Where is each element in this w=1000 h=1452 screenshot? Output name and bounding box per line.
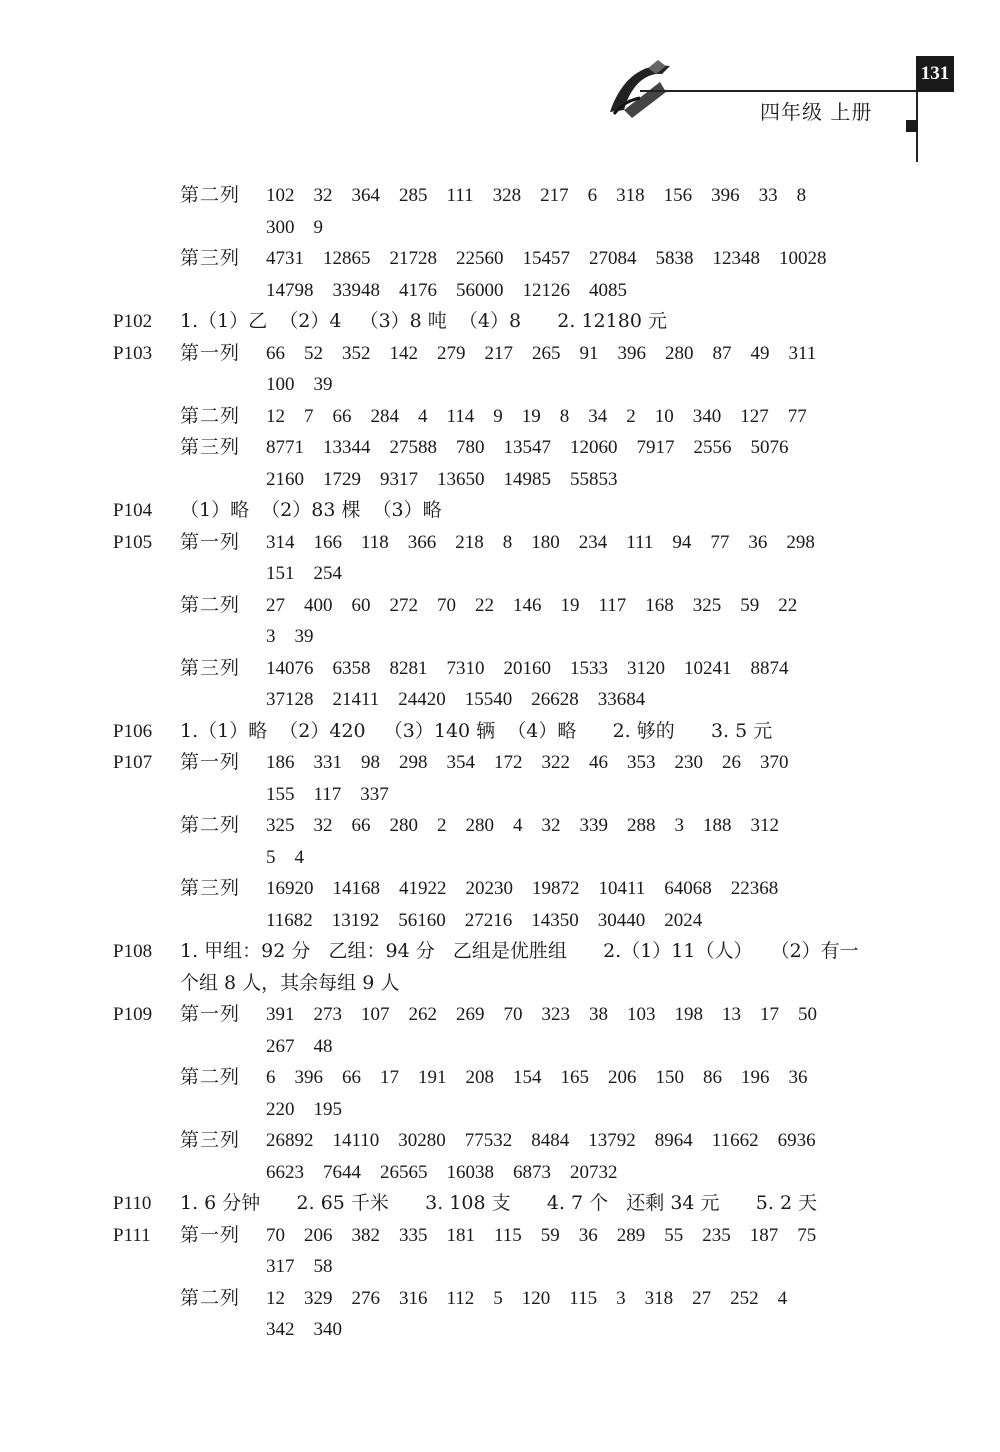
column-label: 第一列 — [180, 1223, 241, 1246]
answer-text: 个组 8 人，其余每组 9 人 — [180, 971, 400, 994]
answer-line: 155 117 337 — [266, 783, 389, 805]
column-row — [180, 180, 920, 243]
answer-body — [180, 1220, 920, 1346]
column-row — [180, 873, 920, 936]
column-row — [180, 243, 920, 306]
answer-body — [180, 338, 920, 496]
page-number: 131 — [916, 56, 954, 92]
column-label: 第二列 — [180, 814, 241, 836]
answer-line: 27 400 60 272 70 22 146 19 117 168 325 59 22 — [266, 594, 798, 616]
answer-line: 2160 1729 9317 13650 14985 55853 — [266, 468, 618, 490]
answer-entry — [0, 495, 1000, 527]
answer-line: 391 273 107 262 269 70 323 38 103 198 13 17 50 — [266, 1004, 817, 1025]
answer-body — [180, 306, 920, 338]
answer-entry — [0, 180, 1000, 306]
grade-label: 四年级 上册 — [760, 100, 873, 124]
book-logo-icon — [600, 52, 680, 132]
answer-line: 70 206 382 335 181 115 59 36 289 55 235 187 75 — [266, 1224, 817, 1246]
answer-entry — [0, 747, 1000, 936]
page-ref-label: P109 — [113, 1004, 153, 1025]
answer-text: 1.（1）略 （2）420 （3）140 辆 （4）略 2. 够的 3. 5 元 — [180, 719, 773, 742]
answer-line: 317 58 — [266, 1256, 333, 1277]
column-label: 第二列 — [180, 404, 241, 427]
answer-line: 325 32 66 280 2 280 4 32 339 288 3 188 312 — [266, 815, 779, 836]
answer-entry — [0, 338, 1000, 496]
answer-body — [180, 495, 920, 527]
answer-body — [180, 527, 920, 716]
answer-text: 1.（1）乙 （2）4 （3）8 吨 （4）8 2. 12180 元 — [180, 310, 667, 332]
column-label: 第一列 — [180, 1003, 241, 1025]
answer-entry — [0, 1188, 1000, 1220]
answer-text: 1. 6 分钟 2. 65 千米 3. 108 支 4. 7 个 还剩 34 元 5. 2 天 — [180, 1192, 818, 1214]
header-rule — [640, 90, 922, 92]
column-row — [180, 1125, 920, 1188]
answer-line: 12 7 66 284 4 114 9 19 8 34 2 10 340 127 77 — [266, 405, 807, 427]
answer-line: 12 329 276 316 112 5 120 115 3 318 27 252 4 — [266, 1287, 788, 1309]
answer-list — [0, 180, 1000, 1346]
answer-line: 4731 12865 21728 22560 15457 27084 5838 12348 10028 — [266, 248, 827, 269]
header-square-icon — [906, 120, 918, 132]
answer-entry — [0, 936, 1000, 999]
answer-body — [180, 747, 920, 936]
column-row — [180, 401, 920, 433]
column-label: 第一列 — [180, 341, 241, 364]
answer-body — [180, 716, 920, 748]
column-row — [180, 338, 920, 401]
answer-line: 100 39 — [266, 374, 333, 395]
page-ref-label: P110 — [113, 1193, 152, 1214]
column-row — [180, 747, 920, 810]
answer-line: 300 9 — [266, 216, 323, 238]
answer-line: 314 166 118 366 218 8 180 234 111 94 77 36 298 — [266, 531, 815, 553]
answer-body — [180, 936, 920, 999]
column-label: 第三列 — [180, 656, 241, 679]
column-row — [180, 1062, 920, 1125]
column-label: 第二列 — [180, 1286, 241, 1309]
answer-body — [180, 180, 920, 306]
answer-line: 16920 14168 41922 20230 19872 10411 64068 22368 — [266, 878, 779, 899]
column-label: 第二列 — [180, 593, 241, 616]
answer-body — [180, 1188, 920, 1220]
page-ref-label: P104 — [113, 500, 153, 521]
column-row — [180, 527, 920, 590]
column-label: 第三列 — [180, 1129, 241, 1151]
answer-line: 8771 13344 27588 780 13547 12060 7917 2556 5076 — [266, 437, 789, 458]
column-label: 第二列 — [180, 184, 241, 206]
answer-line: 14798 33948 4176 56000 12126 4085 — [266, 279, 627, 301]
answer-text: 1. 甲组：92 分 乙组：94 分 乙组是优胜组 2.（1）11（人） （2）有一 — [180, 940, 859, 962]
answer-line: 14076 6358 8281 7310 20160 1533 3120 10241 8874 — [266, 657, 789, 679]
column-row — [180, 999, 920, 1062]
answer-line: 66 52 352 142 279 217 265 91 396 280 87 49 311 — [266, 342, 817, 364]
column-row — [180, 1220, 920, 1283]
answer-entry — [0, 527, 1000, 716]
answer-entry — [0, 999, 1000, 1188]
answer-line: 102 32 364 285 111 328 217 6 318 156 396 33 8 — [266, 185, 807, 206]
page-ref-label: P107 — [113, 752, 153, 773]
column-label: 第一列 — [180, 530, 241, 553]
column-label: 第三列 — [180, 436, 241, 458]
column-row — [180, 1283, 920, 1346]
answer-line: 220 195 — [266, 1098, 342, 1120]
page-ref-label: P105 — [113, 531, 153, 553]
answer-line: 26892 14110 30280 77532 8484 13792 8964 11662 6936 — [266, 1130, 816, 1151]
column-row — [180, 810, 920, 873]
page-ref-label: P102 — [113, 311, 153, 332]
answer-body — [180, 999, 920, 1188]
column-label: 第二列 — [180, 1066, 241, 1088]
answer-text: （1）略 （2）83 棵 （3）略 — [180, 499, 442, 521]
page-ref-label: P106 — [113, 720, 153, 742]
answer-line: 6 396 66 17 191 208 154 165 206 150 86 196 36 — [266, 1067, 808, 1088]
page-ref-label: P108 — [113, 941, 153, 962]
answer-line: 6623 7644 26565 16038 6873 20732 — [266, 1161, 618, 1183]
answer-line: 5 4 — [266, 846, 304, 868]
column-label: 第一列 — [180, 751, 241, 773]
answer-line: 37128 21411 24420 15540 26628 33684 — [266, 689, 646, 710]
column-row — [180, 432, 920, 495]
answer-line: 267 48 — [266, 1035, 333, 1057]
page-ref-label: P103 — [113, 342, 153, 364]
column-label: 第三列 — [180, 877, 241, 899]
answer-entry — [0, 1220, 1000, 1346]
answer-line: 11682 13192 56160 27216 14350 30440 2024 — [266, 909, 703, 931]
column-row — [180, 653, 920, 716]
column-row — [180, 590, 920, 653]
answer-entry — [0, 716, 1000, 748]
page-ref-label: P111 — [113, 1224, 151, 1246]
column-label: 第三列 — [180, 247, 241, 269]
answer-entry — [0, 306, 1000, 338]
answer-line: 342 340 — [266, 1319, 342, 1340]
answer-line: 186 331 98 298 354 172 322 46 353 230 26 370 — [266, 752, 789, 773]
answer-line: 3 39 — [266, 626, 314, 647]
answer-line: 151 254 — [266, 563, 342, 584]
page-header — [0, 0, 1000, 170]
